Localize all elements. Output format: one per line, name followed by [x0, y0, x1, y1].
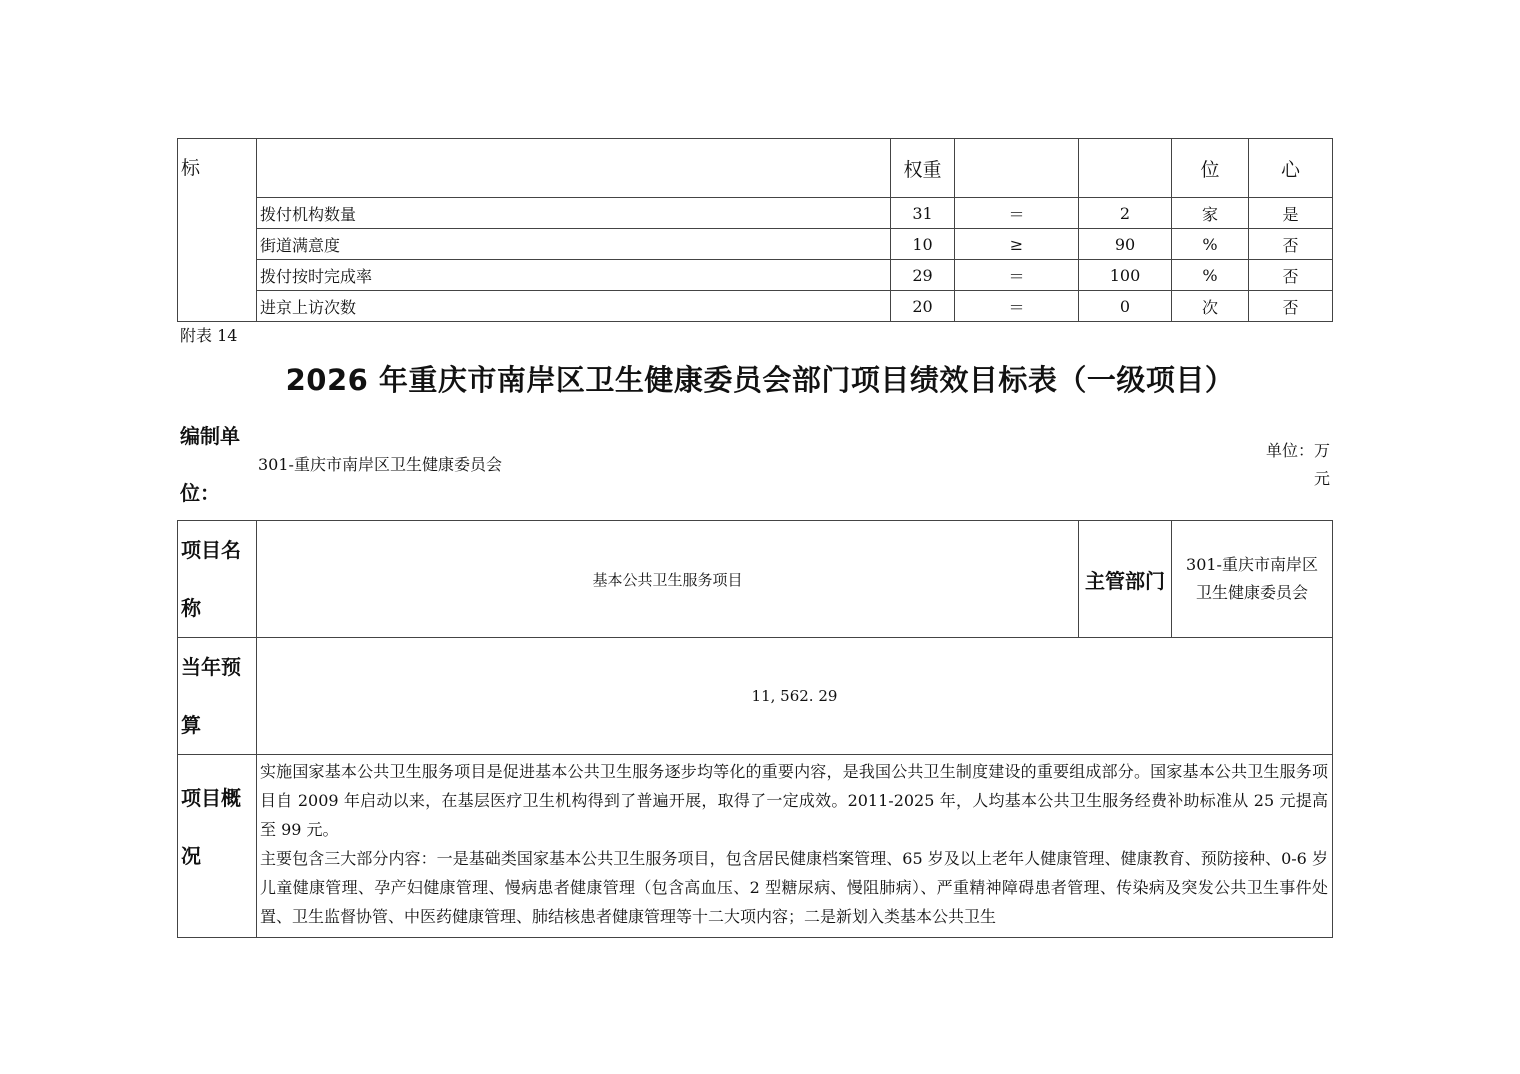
table-row	[178, 521, 1333, 638]
table-row	[178, 198, 1333, 229]
indicator-weight: 31	[891, 198, 955, 229]
project-name-label	[178, 521, 257, 638]
header-empty-cell	[257, 139, 891, 198]
dept-value	[1172, 521, 1333, 638]
indicator-core: 是	[1249, 198, 1333, 229]
indicator-value: 0	[1079, 291, 1172, 322]
table-row	[178, 229, 1333, 260]
indicator-unit: 次	[1172, 291, 1249, 322]
unit-label: 元	[1313, 469, 1330, 488]
indicator-value: 2	[1079, 198, 1172, 229]
indicator-name: 进京上访次数	[257, 291, 891, 322]
dept-value-line: 卫生健康委员会	[1195, 583, 1308, 602]
overview-paragraph: 实施国家基本公共卫生服务项目是促进基本公共卫生服务逐步均等化的重要内容，是我国公共卫生制度建设的重要组成部分。国家基本公共卫生服务项目自 2009 年启动以来，在基层医疗卫生机构得到了普遍开展，取得了一定成效。2011-2025 年，人均基本公共卫生服务经费补助标准从 25 元提高至 99 元。	[260, 762, 1328, 839]
page-title: 2026 年重庆市南岸区卫生健康委员会部门项目绩效目标表（一级项目）	[285, 363, 1235, 397]
indicator-weight: 29	[891, 260, 955, 291]
label-line: 项目概	[181, 786, 241, 810]
indicator-weight: 10	[891, 229, 955, 260]
indicator-operator: ＝	[955, 260, 1079, 291]
overview-label	[178, 755, 257, 938]
indicator-name: 拨付按时完成率	[257, 260, 891, 291]
indicator-core: 否	[1249, 260, 1333, 291]
indicator-unit: %	[1172, 229, 1249, 260]
dept-label: 主管部门	[1079, 521, 1172, 638]
table-row	[178, 638, 1333, 755]
label-line: 况	[181, 844, 201, 868]
overview-text	[257, 755, 1333, 938]
dept-value-line: 301-重庆市南岸区	[1186, 555, 1318, 574]
header-unit: 位	[1172, 139, 1249, 198]
budget-value: 11, 562. 29	[257, 638, 1333, 755]
indicator-unit: 家	[1172, 198, 1249, 229]
header-empty-cell	[955, 139, 1079, 198]
header-weight: 权重	[891, 139, 955, 198]
indicator-unit: %	[1172, 260, 1249, 291]
org-label: 位：	[180, 481, 220, 505]
indicator-table	[177, 138, 1333, 322]
budget-label	[178, 638, 257, 755]
table-row	[178, 291, 1333, 322]
project-table	[177, 520, 1333, 938]
org-value: 301-重庆市南岸区卫生健康委员会	[258, 455, 502, 474]
indicator-value: 90	[1079, 229, 1172, 260]
label-line: 算	[181, 713, 201, 737]
table-header-row	[178, 139, 1333, 198]
indicator-operator: ≥	[955, 229, 1079, 260]
unit-label: 单位：万	[1265, 441, 1330, 460]
indicator-value: 100	[1079, 260, 1172, 291]
label-line: 项目名	[181, 538, 241, 562]
overview-paragraph: 主要包含三大部分内容：一是基础类国家基本公共卫生服务项目，包含居民健康档案管理、65 岁及以上老年人健康管理、健康教育、预防接种、0-6 岁儿童健康管理、孕产妇健康管理、慢病患者健康管理（包含高血压、2 型糖尿病、慢阻肺病）、严重精神障碍患者管理、传染病及突发公共卫生事件处置、卫生监督协管、中医药健康管理、肺结核患者健康管理等十二大项内容；二是新划入类基本公共卫生	[260, 849, 1328, 926]
indicator-label: 标	[178, 139, 257, 322]
indicator-core: 否	[1249, 291, 1333, 322]
indicator-operator: ＝	[955, 291, 1079, 322]
label-line: 称	[181, 596, 201, 620]
indicator-name: 街道满意度	[257, 229, 891, 260]
label-line: 当年预	[181, 655, 241, 679]
table-row	[178, 755, 1333, 938]
indicator-weight: 20	[891, 291, 955, 322]
header-core: 心	[1249, 139, 1333, 198]
annex-label: 附表 14	[180, 326, 238, 345]
indicator-core: 否	[1249, 229, 1333, 260]
org-label: 编制单	[180, 424, 240, 448]
indicator-name: 拨付机构数量	[257, 198, 891, 229]
table-row	[178, 260, 1333, 291]
project-name-value: 基本公共卫生服务项目	[257, 521, 1079, 638]
indicator-operator: ＝	[955, 198, 1079, 229]
header-empty-cell	[1079, 139, 1172, 198]
